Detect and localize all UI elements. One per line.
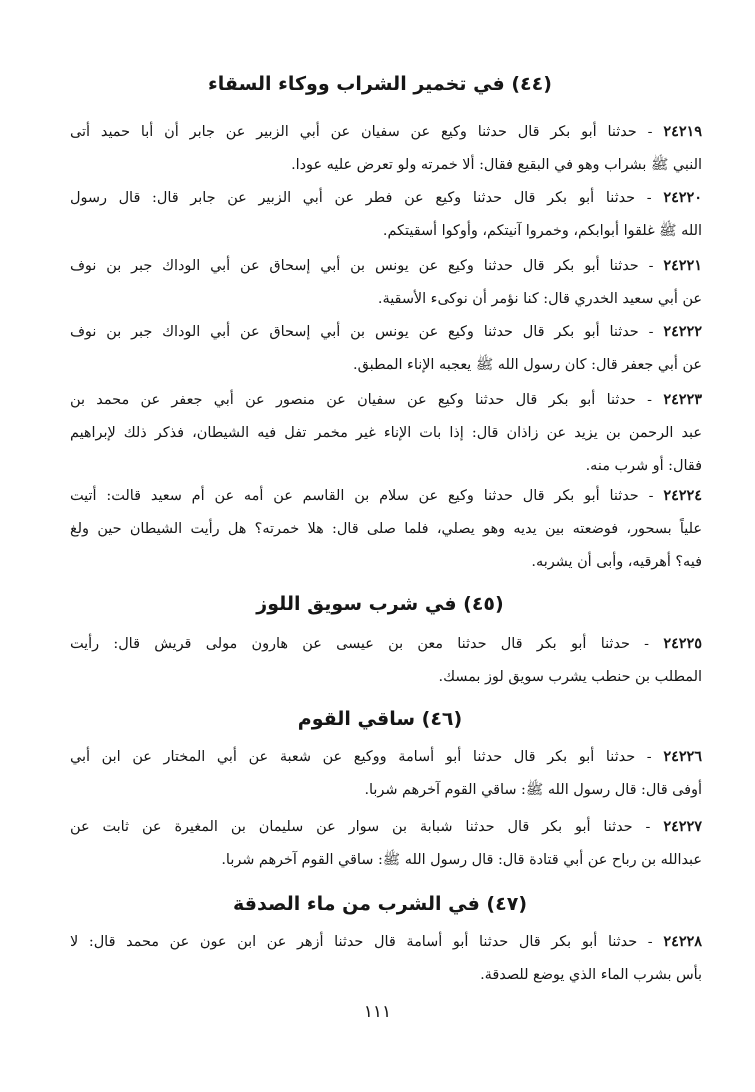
entry-line: ٢٤٢٢٢ - حدثنا أبو بكر قال حدثنا وكيع عن يونس بن أبي إسحاق عن أبي الوداك جبر بن نوف <box>70 323 702 340</box>
entry-line: المطلب بن حنطب يشرب سويق لوز بمسك. <box>438 669 702 685</box>
entry-line: الله ﷺ غلقوا أبوابكم، وخمروا آنيتكم، وأوكوا أسقيتكم. <box>382 223 702 239</box>
entry-number: ٢٤٢٢٤ <box>663 487 702 504</box>
entry-line: علياً بسحور، فوضعته بين يديه وهو يصلي، فلما صلى قال: هلا خمرته؟ هل رأيت الشيطان حين ولغ <box>70 521 702 537</box>
entry-number: ٢٤٢٢٠ <box>663 189 702 206</box>
entry-number: ٢٤٢٢٦ <box>663 748 703 765</box>
entry-line: ٢٤٢٢٥ - حدثنا أبو بكر قال حدثنا معن بن عيسى عن هارون مولى قريش قال: رأيت <box>70 635 702 652</box>
hadith-entry <box>70 740 702 807</box>
entry-line: ٢٤٢٢٧ - حدثنا أبو بكر قال حدثنا شبابة بن سوار عن سليمان بن المغيرة عن ثابت عن <box>70 818 702 835</box>
section-heading: (٤٧) في الشرب من ماء الصدقة <box>233 893 527 915</box>
hadith-entry <box>70 383 702 483</box>
section-heading: (٤٤) في تخمير الشراب ووكاء السقاء <box>208 73 552 95</box>
hadith-entry <box>70 181 702 248</box>
entry-line: ٢٤٢٢٠ - حدثنا أبو بكر قال حدثنا وكيع عن فطر عن أبي الزبير عن جابر قال: قال رسول <box>70 189 702 206</box>
entry-number: ٢٤٢٢٢ <box>663 323 702 340</box>
entry-line: عن أبي جعفر قال: كان رسول الله ﷺ يعجبه الإناء المطبق. <box>353 357 702 373</box>
entry-line: ٢٤٢٢٣ - حدثنا أبو بكر قال حدثنا وكيع عن سفيان عن منصور عن أبي جعفر عن محمد بن <box>70 391 702 408</box>
entry-line: ٢٤٢٢٨ - حدثنا أبو بكر قال حدثنا أبو أسامة قال حدثنا أزهر عن ابن عون عن محمد قال: لا <box>70 933 703 950</box>
hadith-entry <box>70 315 702 382</box>
entry-number: ٢٤٢٢١ <box>663 257 702 274</box>
entry-line: عبدالله بن رباح عن أبي قتادة قال: قال رسول الله ﷺ: ساقي القوم آخرهم شربا. <box>221 852 702 868</box>
entry-number: ٢٤٢٢٣ <box>663 391 702 408</box>
entry-line: ٢٤٢٢١ - حدثنا أبو بكر قال حدثنا وكيع عن يونس بن أبي إسحاق عن أبي الوداك جبر بن نوف <box>70 257 702 274</box>
entry-line: بأس بشرب الماء الذي يوضع للصدقة. <box>480 967 702 983</box>
section-heading: (٤٦) ساقي القوم <box>297 708 463 730</box>
hadith-entry <box>70 627 702 694</box>
entry-line: عبد الرحمن بن يزيد عن زاذان قال: إذا بات الإناء غير مخمر تفل فيه الشيطان، فذكر ذلك لإبراهيم <box>70 425 702 441</box>
entry-line: فيه؟ أهرقيه، وأبى أن يشربه. <box>531 554 702 570</box>
entry-number: ٢٤٢١٩ <box>663 123 703 140</box>
entry-line: ٢٤٢١٩ - حدثنا أبو بكر قال حدثنا وكيع عن سفيان عن أبي الزبير عن جابر أن أبا حميد أتى <box>70 123 703 140</box>
page-number: ١١١ <box>363 1002 392 1022</box>
entry-number: ٢٤٢٢٨ <box>663 933 703 950</box>
entry-number: ٢٤٢٢٥ <box>663 635 702 652</box>
entry-line: ٢٤٢٢٦ - حدثنا أبو بكر قال حدثنا أبو أسامة ووكيع عن شعبة عن أبي المختار عن ابن أبي <box>70 748 703 765</box>
entry-number: ٢٤٢٢٧ <box>663 818 702 835</box>
entry-line: أوفى قال: قال رسول الله ﷺ: ساقي القوم آخرهم شربا. <box>364 782 702 798</box>
hadith-entry <box>70 925 702 992</box>
entry-line: عن أبي سعيد الخدري قال: كنا نؤمر أن نوكىء الأسقية. <box>377 291 702 307</box>
entry-line: النبي ﷺ بشراب وهو في البقيع فقال: ألا خمرته ولو تعرض عليه عودا. <box>291 157 702 173</box>
entry-line: فقال: أو شرب منه. <box>585 458 702 474</box>
hadith-entry <box>70 249 702 316</box>
section-heading: (٤٥) في شرب سويق اللوز <box>256 593 504 615</box>
hadith-entry <box>70 810 702 877</box>
hadith-entry <box>70 115 702 182</box>
hadith-entry <box>70 479 702 579</box>
entry-line: ٢٤٢٢٤ - حدثنا أبو بكر قال حدثنا وكيع عن سلام بن القاسم عن أمه عن أم سعيد قالت: أتيت <box>70 487 702 504</box>
